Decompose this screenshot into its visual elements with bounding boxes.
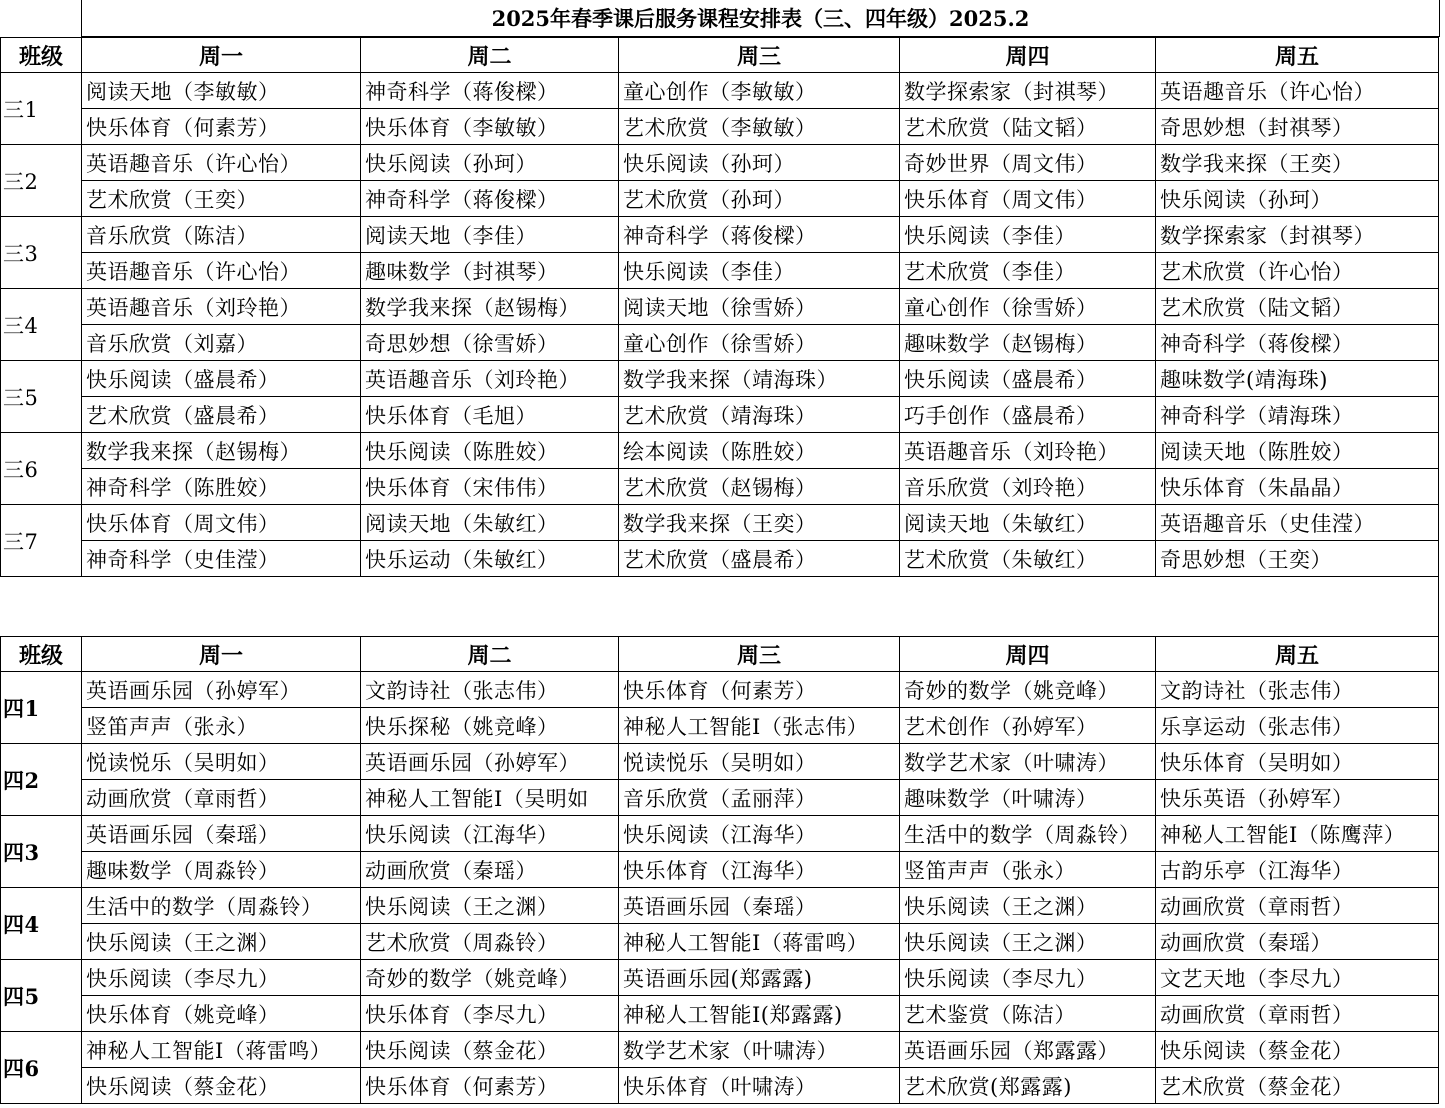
class-name-cell[interactable]: 四6 bbox=[1, 1032, 82, 1104]
table-row bbox=[1, 361, 1439, 397]
header-class[interactable]: 班级 bbox=[1, 637, 82, 672]
course-cell[interactable]: 生活中的数学（周淼铃） bbox=[900, 816, 1156, 852]
course-cell[interactable]: 快乐阅读（王之渊） bbox=[900, 888, 1156, 924]
course-cell[interactable]: 快乐体育（叶啸涛） bbox=[619, 1068, 900, 1104]
table-row bbox=[1, 708, 1439, 744]
course-cell[interactable]: 艺术欣赏（王奕） bbox=[82, 181, 361, 217]
course-cell[interactable]: 英语画乐园（秦瑶） bbox=[619, 888, 900, 924]
course-cell[interactable]: 艺术欣赏（陆文韬） bbox=[1156, 289, 1439, 325]
course-cell[interactable]: 神秘人工智能I（陈鹰萍） bbox=[1156, 816, 1439, 852]
course-cell[interactable]: 神秘人工智能I（蒋雷鸣） bbox=[619, 924, 900, 960]
course-cell[interactable]: 音乐欣赏（孟丽萍） bbox=[619, 780, 900, 816]
course-cell[interactable]: 乐享运动（张志伟） bbox=[1156, 708, 1439, 744]
course-cell[interactable]: 快乐体育（周文伟） bbox=[900, 181, 1156, 217]
table-row bbox=[1, 181, 1439, 217]
course-cell[interactable]: 快乐阅读（江海华） bbox=[619, 816, 900, 852]
course-cell[interactable]: 艺术欣赏（陆文韬） bbox=[900, 109, 1156, 145]
course-cell[interactable]: 快乐体育（姚竞峰） bbox=[82, 996, 361, 1032]
table-row bbox=[1, 253, 1439, 289]
course-cell[interactable]: 动画欣赏（章雨哲） bbox=[1156, 996, 1439, 1032]
course-cell[interactable]: 音乐欣赏（刘嘉） bbox=[82, 325, 361, 361]
table-row bbox=[1, 397, 1439, 433]
course-cell[interactable]: 快乐阅读（孙珂） bbox=[619, 145, 900, 181]
course-cell[interactable]: 童心创作（徐雪娇） bbox=[900, 289, 1156, 325]
course-cell[interactable]: 艺术创作（孙婷军） bbox=[900, 708, 1156, 744]
course-cell[interactable]: 艺术欣赏（孙珂） bbox=[619, 181, 900, 217]
table-row bbox=[1, 73, 1439, 109]
table-row bbox=[1, 505, 1439, 541]
table-row bbox=[1, 960, 1439, 996]
course-cell[interactable]: 动画欣赏（章雨哲） bbox=[82, 780, 361, 816]
header-monday[interactable]: 周一 bbox=[82, 38, 361, 73]
course-cell[interactable]: 快乐体育（江海华） bbox=[619, 852, 900, 888]
course-cell[interactable]: 神秘人工智能I（张志伟） bbox=[619, 708, 900, 744]
class-name-cell[interactable]: 三2 bbox=[1, 145, 82, 217]
table-row bbox=[1, 145, 1439, 181]
header-tuesday[interactable]: 周二 bbox=[361, 637, 619, 672]
class-name-cell[interactable]: 三5 bbox=[1, 361, 82, 433]
header-thursday[interactable]: 周四 bbox=[900, 38, 1156, 73]
course-cell[interactable]: 数学艺术家（叶啸涛） bbox=[619, 1032, 900, 1068]
course-cell[interactable]: 艺术欣赏（赵锡梅） bbox=[619, 469, 900, 505]
class-name-cell[interactable]: 三6 bbox=[1, 433, 82, 505]
course-cell[interactable]: 数学我来探（靖海珠） bbox=[619, 361, 900, 397]
course-cell[interactable]: 神秘人工智能I（蒋雷鸣） bbox=[82, 1032, 361, 1068]
grade3-schedule-table bbox=[0, 37, 1439, 577]
header-wednesday[interactable]: 周三 bbox=[619, 637, 900, 672]
title-row bbox=[0, 0, 1445, 37]
course-cell[interactable]: 奇思妙想（封祺琴） bbox=[1156, 109, 1439, 145]
class-name-cell[interactable]: 三1 bbox=[1, 73, 82, 145]
course-cell[interactable]: 快乐阅读（李尽九） bbox=[900, 960, 1156, 996]
course-cell[interactable]: 快乐体育（毛旭） bbox=[361, 397, 619, 433]
course-cell[interactable]: 文艺天地（李尽九） bbox=[1156, 960, 1439, 996]
course-cell[interactable]: 快乐阅读（蔡金花） bbox=[82, 1068, 361, 1104]
course-cell[interactable]: 阅读天地（朱敏红） bbox=[361, 505, 619, 541]
course-cell[interactable]: 快乐阅读（王之渊） bbox=[900, 924, 1156, 960]
table-row bbox=[1, 852, 1439, 888]
course-cell[interactable]: 英语趣音乐（刘玲艳） bbox=[82, 289, 361, 325]
course-cell[interactable]: 阅读天地（陈胜姣） bbox=[1156, 433, 1439, 469]
course-cell[interactable]: 悦读悦乐（吴明如） bbox=[82, 744, 361, 780]
course-cell[interactable]: 动画欣赏（秦瑶） bbox=[361, 852, 619, 888]
course-cell[interactable]: 数学我来探（赵锡梅） bbox=[82, 433, 361, 469]
course-cell[interactable]: 快乐体育（何素芳） bbox=[361, 1068, 619, 1104]
course-cell[interactable]: 阅读天地（李敏敏） bbox=[82, 73, 361, 109]
header-class[interactable]: 班级 bbox=[1, 38, 82, 73]
course-cell[interactable]: 奇妙的数学（姚竞峰） bbox=[361, 960, 619, 996]
course-cell[interactable]: 快乐阅读（王之渊） bbox=[82, 924, 361, 960]
course-cell[interactable]: 数学艺术家（叶啸涛） bbox=[900, 744, 1156, 780]
course-cell[interactable]: 艺术欣赏（靖海珠） bbox=[619, 397, 900, 433]
class-name-cell[interactable]: 四1 bbox=[1, 672, 82, 744]
course-cell[interactable]: 快乐运动（朱敏红） bbox=[361, 541, 619, 577]
course-cell[interactable]: 英语趣音乐（刘玲艳） bbox=[361, 361, 619, 397]
course-cell[interactable]: 巧手创作（盛晨希） bbox=[900, 397, 1156, 433]
course-cell[interactable]: 趣味数学(靖海珠) bbox=[1156, 361, 1439, 397]
course-cell[interactable]: 英语趣音乐（史佳滢） bbox=[1156, 505, 1439, 541]
course-cell[interactable]: 数学探索家（封祺琴） bbox=[1156, 217, 1439, 253]
course-cell[interactable]: 快乐体育（李敏敏） bbox=[361, 109, 619, 145]
course-cell[interactable]: 悦读悦乐（吴明如） bbox=[619, 744, 900, 780]
course-cell[interactable]: 神秘人工智能I(郑露露) bbox=[619, 996, 900, 1032]
header-tuesday[interactable]: 周二 bbox=[361, 38, 619, 73]
course-cell[interactable]: 快乐体育（何素芳） bbox=[619, 672, 900, 708]
header-thursday[interactable]: 周四 bbox=[900, 637, 1156, 672]
course-cell[interactable]: 数学我来探（王奕） bbox=[619, 505, 900, 541]
course-cell[interactable]: 神奇科学（蒋俊樑） bbox=[361, 181, 619, 217]
class-name-cell[interactable]: 四3 bbox=[1, 816, 82, 888]
course-cell[interactable]: 数学探索家（封祺琴） bbox=[900, 73, 1156, 109]
course-cell[interactable]: 快乐探秘（姚竞峰） bbox=[361, 708, 619, 744]
course-cell[interactable]: 艺术欣赏（周淼铃） bbox=[361, 924, 619, 960]
course-cell[interactable]: 艺术欣赏（朱敏红） bbox=[900, 541, 1156, 577]
course-cell[interactable]: 快乐阅读（李尽九） bbox=[82, 960, 361, 996]
table-row bbox=[1, 433, 1439, 469]
sheet-title[interactable]: 2025年春季课后服务课程安排表（三、四年级）2025.2 bbox=[81, 0, 1440, 37]
course-cell[interactable]: 英语趣音乐（许心怡） bbox=[1156, 73, 1439, 109]
course-cell[interactable]: 绘本阅读（陈胜姣） bbox=[619, 433, 900, 469]
header-row bbox=[1, 38, 1439, 73]
course-cell[interactable]: 艺术欣赏（盛晨希） bbox=[619, 541, 900, 577]
class-name-cell[interactable]: 四2 bbox=[1, 744, 82, 816]
course-cell[interactable]: 阅读天地（徐雪娇） bbox=[619, 289, 900, 325]
course-cell[interactable]: 童心创作（徐雪娇） bbox=[619, 325, 900, 361]
table-row bbox=[1, 780, 1439, 816]
course-cell[interactable]: 数学我来探（王奕） bbox=[1156, 145, 1439, 181]
table-row bbox=[1, 744, 1439, 780]
header-monday[interactable]: 周一 bbox=[82, 637, 361, 672]
course-cell[interactable]: 英语画乐园（孙婷军） bbox=[361, 744, 619, 780]
course-cell[interactable]: 竖笛声声（张永） bbox=[900, 852, 1156, 888]
course-cell[interactable]: 快乐体育（宋伟伟） bbox=[361, 469, 619, 505]
class-name-cell[interactable]: 三4 bbox=[1, 289, 82, 361]
course-cell[interactable]: 趣味数学（封祺琴） bbox=[361, 253, 619, 289]
course-cell[interactable]: 快乐体育（周文伟） bbox=[82, 505, 361, 541]
course-cell[interactable]: 神秘人工智能I（吴明如 bbox=[361, 780, 619, 816]
course-cell[interactable]: 英语趣音乐（许心怡） bbox=[82, 145, 361, 181]
course-cell[interactable]: 快乐体育（李尽九） bbox=[361, 996, 619, 1032]
course-cell[interactable]: 童心创作（李敏敏） bbox=[619, 73, 900, 109]
course-cell[interactable]: 神奇科学（蒋俊樑） bbox=[361, 73, 619, 109]
course-cell[interactable]: 奇思妙想（王奕） bbox=[1156, 541, 1439, 577]
course-cell[interactable]: 文韵诗社（张志伟） bbox=[361, 672, 619, 708]
course-cell[interactable]: 阅读天地（朱敏红） bbox=[900, 505, 1156, 541]
course-cell[interactable]: 动画欣赏（章雨哲） bbox=[1156, 888, 1439, 924]
course-cell[interactable]: 竖笛声声（张永） bbox=[82, 708, 361, 744]
course-cell[interactable]: 神奇科学（蒋俊樑） bbox=[1156, 325, 1439, 361]
course-cell[interactable]: 文韵诗社（张志伟） bbox=[1156, 672, 1439, 708]
course-cell[interactable]: 艺术欣赏（李敏敏） bbox=[619, 109, 900, 145]
course-cell[interactable]: 快乐阅读（孙珂） bbox=[1156, 181, 1439, 217]
course-cell[interactable]: 英语趣音乐（许心怡） bbox=[82, 253, 361, 289]
table-row bbox=[1, 996, 1439, 1032]
course-cell[interactable]: 奇妙的数学（姚竞峰） bbox=[900, 672, 1156, 708]
course-cell[interactable]: 快乐阅读（蔡金花） bbox=[361, 1032, 619, 1068]
course-cell[interactable]: 快乐阅读（蔡金花） bbox=[1156, 1032, 1439, 1068]
course-cell[interactable]: 趣味数学（周淼铃） bbox=[82, 852, 361, 888]
course-cell[interactable]: 趣味数学（叶啸涛） bbox=[900, 780, 1156, 816]
course-cell[interactable]: 快乐阅读（盛晨希） bbox=[900, 361, 1156, 397]
table-row bbox=[1, 469, 1439, 505]
course-cell[interactable]: 阅读天地（李佳） bbox=[361, 217, 619, 253]
course-cell[interactable]: 快乐体育（吴明如） bbox=[1156, 744, 1439, 780]
course-cell[interactable]: 英语画乐园（孙婷军） bbox=[82, 672, 361, 708]
course-cell[interactable]: 快乐阅读（李佳） bbox=[619, 253, 900, 289]
course-cell[interactable]: 艺术欣赏（许心怡） bbox=[1156, 253, 1439, 289]
table-row bbox=[1, 1032, 1439, 1068]
course-cell[interactable]: 神奇科学（史佳滢） bbox=[82, 541, 361, 577]
course-cell[interactable]: 艺术欣赏（李佳） bbox=[900, 253, 1156, 289]
grade4-schedule-table bbox=[0, 636, 1439, 1104]
table-row bbox=[1, 672, 1439, 708]
course-cell[interactable]: 艺术欣赏（蔡金花） bbox=[1156, 1068, 1439, 1104]
course-cell[interactable]: 艺术鉴赏（陈洁） bbox=[900, 996, 1156, 1032]
course-cell[interactable]: 艺术欣赏(郑露露) bbox=[900, 1068, 1156, 1104]
table-row bbox=[1, 325, 1439, 361]
course-cell[interactable]: 奇思妙想（徐雪娇） bbox=[361, 325, 619, 361]
header-friday[interactable]: 周五 bbox=[1156, 38, 1439, 73]
course-cell[interactable]: 数学我来探（赵锡梅） bbox=[361, 289, 619, 325]
course-cell[interactable]: 快乐英语（孙婷军） bbox=[1156, 780, 1439, 816]
header-row bbox=[1, 637, 1439, 672]
course-cell[interactable]: 音乐欣赏（刘玲艳） bbox=[900, 469, 1156, 505]
class-name-cell[interactable]: 四4 bbox=[1, 888, 82, 960]
table-row bbox=[1, 924, 1439, 960]
course-cell[interactable]: 快乐阅读（王之渊） bbox=[361, 888, 619, 924]
course-cell[interactable]: 神奇科学（蒋俊樑） bbox=[619, 217, 900, 253]
course-cell[interactable]: 英语画乐园（郑露露） bbox=[900, 1032, 1156, 1068]
course-cell[interactable]: 神奇科学（靖海珠） bbox=[1156, 397, 1439, 433]
table-row bbox=[1, 816, 1439, 852]
table-row bbox=[1, 888, 1439, 924]
table-row bbox=[1, 541, 1439, 577]
header-friday[interactable]: 周五 bbox=[1156, 637, 1439, 672]
course-cell[interactable]: 快乐阅读（李佳） bbox=[900, 217, 1156, 253]
course-cell[interactable]: 快乐体育（朱晶晶） bbox=[1156, 469, 1439, 505]
course-cell[interactable]: 艺术欣赏（盛晨希） bbox=[82, 397, 361, 433]
course-cell[interactable]: 快乐阅读（江海华） bbox=[361, 816, 619, 852]
class-name-cell[interactable]: 三7 bbox=[1, 505, 82, 577]
course-cell[interactable]: 古韵乐亭（江海华） bbox=[1156, 852, 1439, 888]
course-cell[interactable]: 快乐阅读（盛晨希） bbox=[82, 361, 361, 397]
course-cell[interactable]: 快乐阅读（陈胜姣） bbox=[361, 433, 619, 469]
blank-gap bbox=[0, 577, 1439, 636]
class-name-cell[interactable]: 四5 bbox=[1, 960, 82, 1032]
table-row bbox=[1, 289, 1439, 325]
course-cell[interactable]: 英语画乐园(郑露露) bbox=[619, 960, 900, 996]
class-name-cell[interactable]: 三3 bbox=[1, 217, 82, 289]
table-row bbox=[1, 1068, 1439, 1104]
table-row bbox=[1, 109, 1439, 145]
course-cell[interactable]: 动画欣赏（秦瑶） bbox=[1156, 924, 1439, 960]
course-cell[interactable]: 音乐欣赏（陈洁） bbox=[82, 217, 361, 253]
header-wednesday[interactable]: 周三 bbox=[619, 38, 900, 73]
course-cell[interactable]: 生活中的数学（周淼铃） bbox=[82, 888, 361, 924]
course-cell[interactable]: 英语趣音乐（刘玲艳） bbox=[900, 433, 1156, 469]
course-cell[interactable]: 神奇科学（陈胜姣） bbox=[82, 469, 361, 505]
table-row bbox=[1, 217, 1439, 253]
course-cell[interactable]: 趣味数学（赵锡梅） bbox=[900, 325, 1156, 361]
course-cell[interactable]: 奇妙世界（周文伟） bbox=[900, 145, 1156, 181]
course-cell[interactable]: 英语画乐园（秦瑶） bbox=[82, 816, 361, 852]
course-cell[interactable]: 快乐体育（何素芳） bbox=[82, 109, 361, 145]
course-cell[interactable]: 快乐阅读（孙珂） bbox=[361, 145, 619, 181]
